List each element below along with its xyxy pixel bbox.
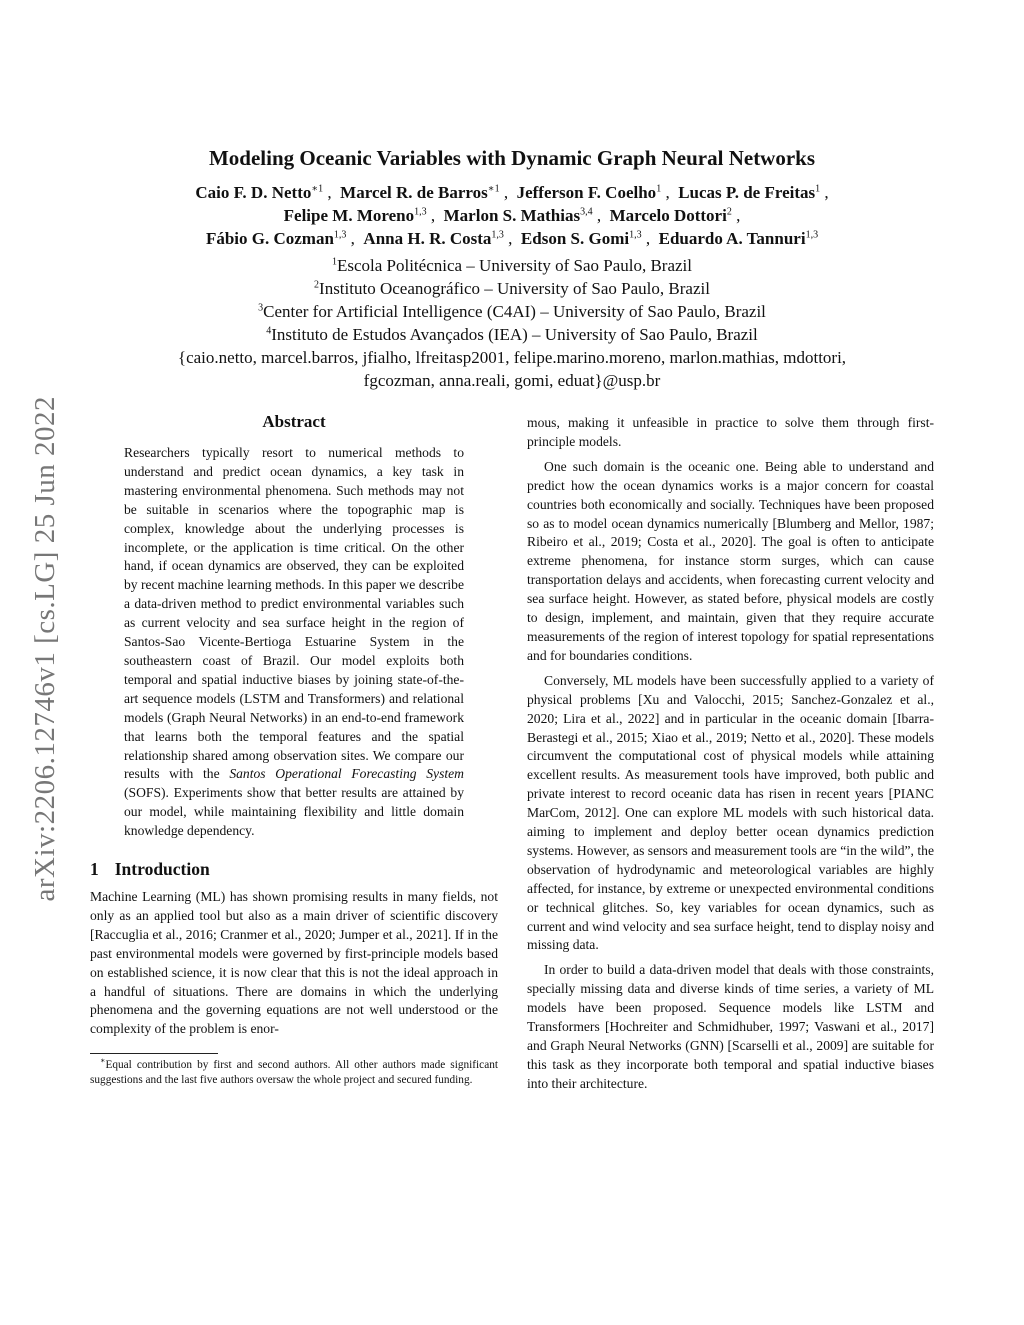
paragraph: Conversely, ML models have been successfully applied to a variety of physical problems [Xu and Valocchi, 2015; Sanchez-Gonzalez et al., 2020; Lira et al., 2022] and in particular in the oceanic domain [Ibarra-Berastegi et al., 2015; Xiao et al., 2019; Netto et al., 2020]. These models circumvent the computational cost of physical models while attaining excellent results. As measurement tools have improved, both public and private interest to record oceanic data has risen in recent years [PIANC MarCom, 2012]. One can explore ML models with such historical data. aiming to implement and deploy better ocean dynamics prediction systems. However, as sensors and measurement tools are “in the wild”, the observation of hydrodynamic and meteorological variables are highly affected, for instance, by extreme or unexpected environmental conditions or technical glitches. So, key variables for ocean dynamics, such as current and wind velocity and sea surface height, tend to display noisy and missing data. bbox=[527, 672, 934, 953]
author: Eduardo A. Tannuri$^{1,3}$ bbox=[658, 229, 819, 248]
author: Marlon S. Mathias$^{3,4}$ bbox=[443, 206, 593, 225]
author: Felipe M. Moreno$^{1,3}$ bbox=[283, 206, 427, 225]
arxiv-id: arXiv:2206.12746v1 [cs.LG] 25 Jun 2022 bbox=[28, 396, 61, 902]
arxiv-stamp bbox=[28, 354, 62, 944]
author: Edson S. Gomi$^{1,3}$ bbox=[520, 229, 642, 248]
paragraph: Machine Learning (ML) has shown promising results in many fields, not only as an applied tool but also as a main driver of scientific discovery [Raccuglia et al., 2016; Cranmer et al., 2020; Jumper et al., 2021]. If in the past environmental models were governed by first-principle models based on established science, it is now clear that this is not the ideal approach in a handful of situations. There are domains in which the underlying phenomena and the governing equations are not well understood or the complexity of the problem is enor- bbox=[90, 889, 498, 1037]
section-heading: 1 Introduction bbox=[90, 859, 210, 880]
author: Fábio G. Cozman$^{1,3}$ bbox=[205, 229, 347, 248]
email-line: fgcozman, anna.reali, gomi, eduat}@usp.br bbox=[363, 371, 661, 390]
affiliations bbox=[90, 254, 934, 392]
abstract-heading: Abstract bbox=[262, 412, 326, 431]
paragraph: One such domain is the oceanic one. Being able to understand and predict how the ocean dynamics works is a major concern for coastal countries both economically and socially. Techniques have been proposed so as to model ocean dynamics numerically [Blumberg and Mellor, 1987; Ribeiro et al., 2019; Costa et al., 2020]. The goal is often to anticipate extreme phenomena, for instance storm surges, which can cause transportation delays and accidents, when forecasting current velocity and sea surface height. However, as stated before, physical models are costly to design, implement, and maintain, given that they require accurate measurements of the region of interest topology for spatial representations and for boundaries conditions. bbox=[527, 458, 934, 663]
paragraph: In order to build a data-driven model that deals with those constraints, specially missing data and diverse kinds of time series, a variety of ML models have been proposed. Sequence models like LSTM and Transformers [Hochreiter and Schmidhuber, 1997; Vaswani et al., 2017] and Graph Neural Networks (GNN) [Scarselli et al., 2009] are suitable for this task as they incorporate both temporal and spatial inductive biases into their architecture. bbox=[527, 962, 934, 1091]
left-column bbox=[90, 412, 498, 1088]
author: Anna H. R. Costa$^{1,3}$ bbox=[363, 229, 504, 248]
affiliation: $^1$Escola Politécnica – University of Sao Paulo, Brazil bbox=[331, 256, 693, 275]
author: Marcel R. de Barros$^{∗1}$ bbox=[340, 183, 500, 202]
paragraph: mous, making it unfeasible in practice to solve them through first-principle models. bbox=[527, 415, 934, 449]
footnote-divider bbox=[90, 1053, 218, 1054]
author: Caio F. D. Netto$^{∗1}$ bbox=[195, 183, 324, 202]
footnote: ∗Equal contribution by first and second authors. All other authors made significant suggestions and the last five authors oversaw the whole project and secured funding. bbox=[90, 1056, 498, 1087]
paper-title: Modeling Oceanic Variables with Dynamic Graph Neural Networks bbox=[208, 146, 816, 170]
right-column bbox=[527, 414, 934, 1094]
author-list: Caio F. D. Netto$^{∗1}$ , Marcel R. de Barros$^{∗1}$ , Jefferson F. Coelho$^1$ , Lucas P. de Freitas$^1$ , Felipe M. Moreno$^{1,3}$ , Marlon S. Mathias$^{3,4}$ , Marcelo Dottori$^2$ , Fábio G. Cozman$^{1,3}$ , Anna H. R. Costa$^{1,3}$ , Edson S. Gomi$^{1,3}$ , Eduardo A. Tannuri$^{1,3}$ bbox=[195, 183, 829, 248]
affiliation: $^2$Instituto Oceanográfico – University of Sao Paulo, Brazil bbox=[314, 279, 710, 298]
email-line: {caio.netto, marcel.barros, jfialho, lfreitasp2001, felipe.marino.moreno, marlon.mathias, mdottori, bbox=[177, 348, 847, 367]
affiliation: $^4$Instituto de Estudos Avançados (IEA) – University of Sao Paulo, Brazil bbox=[266, 325, 758, 344]
author: Lucas P. de Freitas$^1$ bbox=[678, 183, 821, 202]
affiliation: $^3$Center for Artificial Intelligence (C4AI) – University of Sao Paulo, Brazil bbox=[258, 302, 766, 321]
intro-body bbox=[90, 888, 498, 1039]
author: Jefferson F. Coelho$^1$ bbox=[516, 183, 662, 202]
abstract-body: Researchers typically resort to numerical methods to understand and predict ocean dynamics, a key task in mastering environmental phenomena. Such methods may not be suitable in scenarios where the topographic map is complex, knowledge about the underlying processes is incomplete, or the application is time critical. On the other hand, if ocean dynamics are observed, they can be exploited by recent machine learning methods. In this paper we describe a data-driven method to predict environmental variables such as current velocity and sea surface height in the region of Santos-Sao Vicente-Bertioga Estuarine System in the southeastern coast of Brazil. Our model exploits both temporal and spatial inductive biases by joining state-of-the-art sequence models (LSTM and Transformers) and relational models (Graph Neural Networks) in an end-to-end framework that learns both the temporal features and the spatial relationship shared among observation sites. We compare our results with the Santos Operational Forecasting System (SOFS). Experiments show that better results are attained by our model, while maintaining flexibility and little domain knowledge dependency. bbox=[124, 445, 464, 839]
author: Marcelo Dottori$^2$ bbox=[609, 206, 732, 225]
